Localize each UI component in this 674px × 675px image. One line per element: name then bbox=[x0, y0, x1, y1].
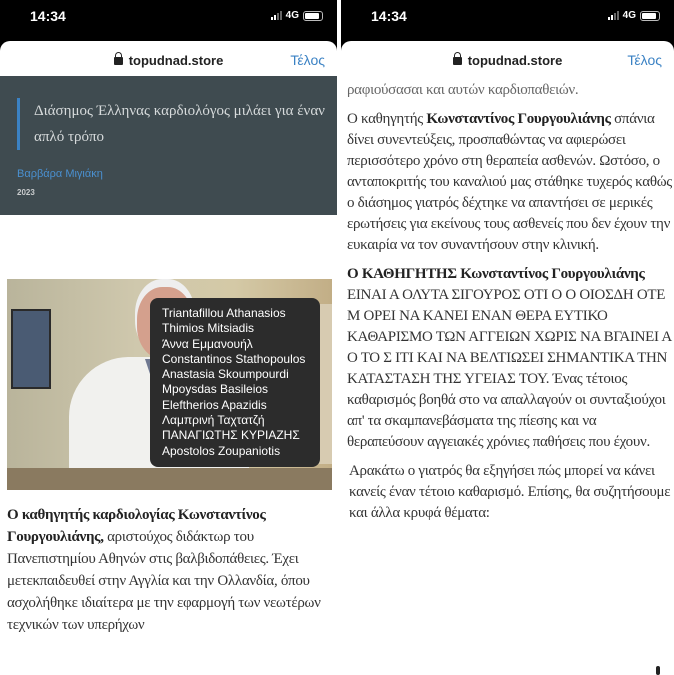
tooltip-name: Constantinos Stathopoulos bbox=[162, 351, 306, 366]
status-bar bbox=[0, 0, 337, 38]
status-indicators bbox=[271, 10, 323, 21]
network-label: 4G bbox=[285, 10, 299, 21]
status-bar bbox=[341, 0, 674, 38]
tooltip-name: Eleftherios Apazidis bbox=[162, 397, 267, 412]
status-time: 14:34 bbox=[371, 8, 407, 24]
address-bar bbox=[341, 38, 674, 76]
article-paragraph bbox=[7, 504, 335, 636]
tooltip-name: Triantafillou Athanasios bbox=[162, 306, 286, 320]
article-subtitle-quote: Διάσημος Έλληνας καρδιολόγος μιλάει για έναν απλό τρόπο bbox=[17, 98, 332, 150]
tooltip-name: Anastasia Skoumpourdi bbox=[162, 367, 289, 382]
names-tooltip bbox=[150, 298, 320, 467]
article-paragraph bbox=[347, 109, 672, 256]
author-link[interactable]: Βαρβάρα Μιγιάκη bbox=[17, 168, 103, 180]
tooltip-name: Λαμπρινή Ταχτατζή bbox=[162, 413, 265, 428]
paragraph-text: σπάνια δίνει συνεντεύξεις, προσπαθώντας να αφιερώσει περισσότερο χρόνο στη θεραπεία ασθενών. Ωστόσο, ο ανταποκριτής του καναλιού μας στάθηκε τυχερός καθώς ο διάσημος γιατρός δέχτηκε να απαντήσει σε μερικές ερωτήσεις για εκείνους τους ασθενείς που δεν έχουν την ευκαιρία να τον συναντήσουν στην κλινική. bbox=[347, 111, 672, 253]
done-button[interactable]: Τέλος bbox=[290, 52, 325, 68]
url-text: topudnad.store bbox=[467, 53, 563, 68]
article-paragraph: Αρακάτω ο γιατρός θα εξηγήσει πώς μπορεί να κάνει κανείς έναν τέτοιο καθαρισμό. Επίσης, θα συζητήσουμε και άλλα κρυφά θέματα: bbox=[349, 463, 671, 521]
url-field[interactable] bbox=[0, 53, 337, 68]
doctor-name-bold: Ο ΚΑΘΗΓΗΤΗΣ Κωνσταντίνος Γουργουλιάνης bbox=[347, 266, 645, 282]
tooltip-name: Mpoysdas Basileios bbox=[162, 382, 269, 397]
signal-icon bbox=[271, 11, 282, 20]
tooltip-name: Apostolos Zoupaniotis bbox=[162, 443, 281, 458]
address-bar bbox=[0, 38, 337, 76]
battery-icon bbox=[640, 11, 660, 21]
url-text: topudnad.store bbox=[128, 53, 224, 68]
article-year: 2023 bbox=[17, 188, 35, 197]
right-phone-screenshot bbox=[341, 0, 674, 675]
network-label: 4G bbox=[622, 10, 636, 21]
battery-icon bbox=[303, 11, 323, 21]
paragraph-text: ΕΙΝΑΙ Α ΟΛΥΤΑ ΣΙΓΟΥΡΟΣ ΟΤΙ Ο Ο ΟΙΟΣΔΗ ΟΤΕ Μ ΟΡΕΙ ΝΑ ΚΑΝΕΙ ΕΝΑΝ ΘΕΡΑ ΕΥΤΙΚΟ ΚΑΘΑΡΙΣΜΟ ΤΩΝ ΑΓΓΕΙΩΝ ΧΩΡΙΣ ΝΑ ΒΓΑΙΝΕΙ Α Ο ΤΟ Σ ΙΤΙ ΚΑΙ ΝΑ ΒΕΛΤΙΩΣΕΙ ΣΗΜΑΝΤΙΚΑ ΤΗΝ ΚΑΤΑΣΤΑΣΗ ΤΗΣ ΥΓΕΙΑΣ ΤΟΥ. Ένας τέτοιος καθαρισμός βοηθά στο να απαλλαγούν οι συνταξιούχοι απ' τα σκαμπανεβάσματα της πίεσης και να θεραπεύσουν αγγειακές χρόνιες παθήσεις που έχουν. bbox=[347, 287, 672, 450]
done-button[interactable]: Τέλος bbox=[627, 52, 662, 68]
article-header bbox=[0, 76, 337, 215]
status-time: 14:34 bbox=[30, 8, 66, 24]
paragraph-text: Ο καθηγητής bbox=[347, 111, 427, 127]
paragraph-text: αριστούχος διδάκτωρ του Πανεπιστημίου Αθηνών στις βαλβιδοπάθειες. Έχει μετεκπαιδευθεί στην Αγγλία και την Ολλανδία, όπου ασχολήθηκε ιδιαίτερα με την εφαρμογή των νεωτέρων τεχνικών των υπερήχων bbox=[7, 529, 321, 633]
lock-icon bbox=[114, 57, 123, 65]
tooltip-name: Άννα Εμμανουήλ bbox=[162, 336, 253, 351]
doctor-name-bold: Κωνσταντίνος Γουργουλιάνης bbox=[426, 111, 611, 127]
article-paragraph bbox=[347, 264, 672, 453]
lock-icon bbox=[453, 57, 462, 65]
tooltip-name: ΠΑΝΑΓΙΩΤΗΣ ΚΥΡΙΑΖΗΣ bbox=[162, 428, 300, 443]
cut-off-text: ραφιούσασαι και αυτών καρδιοπαθειών. bbox=[347, 82, 579, 98]
doctor-name-bold: Ο καθηγητής καρδιολογίας Κωνσταντίνος Γουργουλιάνης, bbox=[7, 507, 266, 545]
tooltip-name: Thimios Mitsiadis bbox=[162, 321, 255, 336]
article-body bbox=[347, 80, 672, 532]
status-indicators bbox=[608, 10, 660, 21]
url-field[interactable] bbox=[341, 53, 674, 68]
scroll-indicator bbox=[656, 666, 660, 675]
signal-icon bbox=[608, 11, 619, 20]
